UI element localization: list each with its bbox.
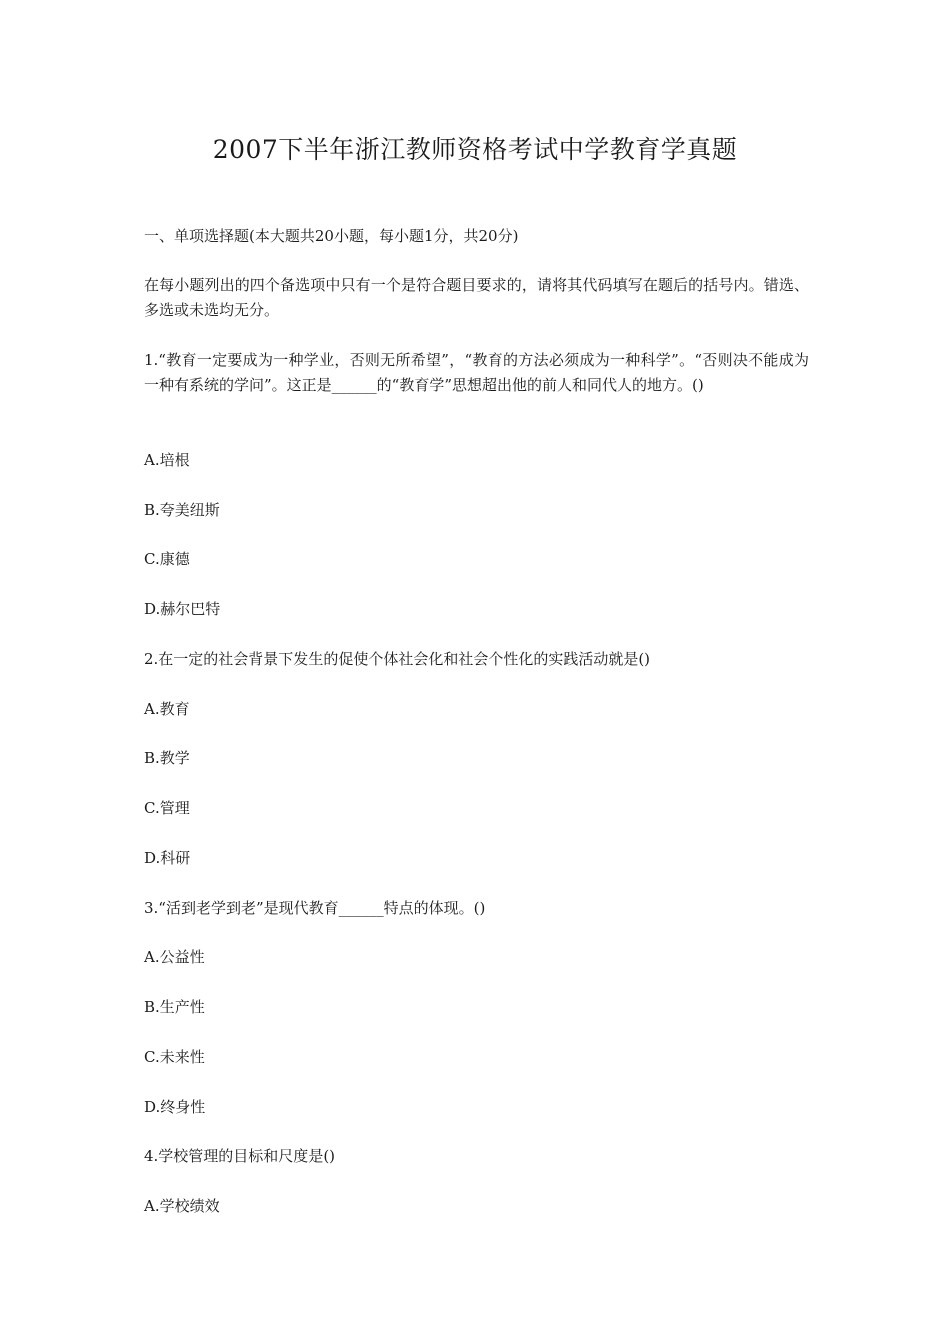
question-3-stem: 3.“活到老学到老”是现代教育______特点的体现。() [144,899,486,917]
document-title: 2007下半年浙江教师资格考试中学教育学真题 [212,135,738,164]
question-1-option-c: C.康德 [144,550,190,568]
instructions-paragraph: 在每小题列出的四个备选项中只有一个是符合题目要求的，请将其代码填写在题后的括号内。错选、多选或未选均无分。 [144,276,809,319]
question-2-stem: 2.在一定的社会背景下发生的促使个体社会化和社会个性化的实践活动就是() [144,650,651,668]
question-3-option-d: D.终身性 [144,1098,206,1116]
question-1-option-b: B.夸美纽斯 [144,501,220,519]
question-3-option-a: A.公益性 [144,948,205,966]
question-4-stem: 4.学校管理的目标和尺度是() [144,1147,336,1165]
question-1-option-d: D.赫尔巴特 [144,600,221,618]
question-2-option-c: C.管理 [144,799,190,817]
question-3-option-b: B.生产性 [144,998,205,1016]
question-2-option-a: A.教育 [144,700,190,718]
question-1-option-a: A.培根 [144,451,190,469]
question-4-option-a: A.学校绩效 [144,1197,220,1215]
question-2-option-b: B.教学 [144,749,190,767]
question-1-stem: 1.“教育一定要成为一种学业，否则无所希望”，“教育的方法必须成为一种科学”。“否则决不能成为一种有系统的学问”。这正是______的“教育学”思想超出他的前人和同代人的地方。() [144,351,809,394]
question-3-option-c: C.未来性 [144,1048,205,1066]
question-2-option-d: D.科研 [144,849,191,867]
section-heading: 一、单项选择题(本大题共20小题，每小题1分，共20分) [144,227,519,245]
